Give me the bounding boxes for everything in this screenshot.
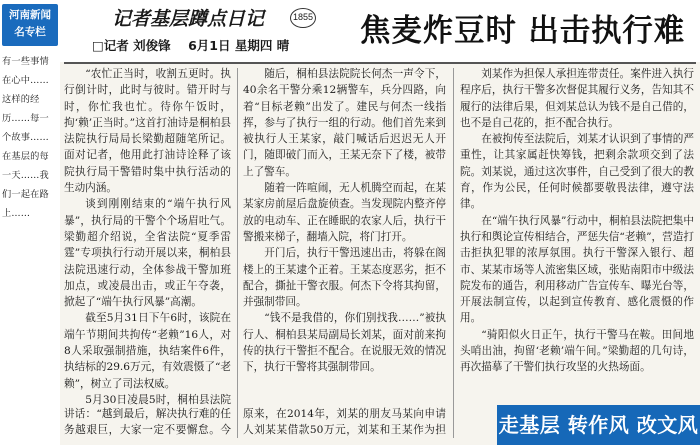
paragraph: 随后，桐柏县法院院长何杰一声令下，40余名干警分乘12辆警车，兵分四路，向着“目标老赖”出发了。建民与何杰一线指挥，参与了执行一组的行动。他们首先来到被执行人王某家，敲门喊话后迟迟无人开门，随即破门而入，王某无奈下了楼，被带上了警车。 xyxy=(243,68,446,178)
paragraph: “骑阳似火日正午，执行干警马在鞍。田间地头哨出油，拘留‘老赖’端午间。”梁勤超的几句诗，再次描摹了干警们执行攻坚的火热场面。 xyxy=(460,328,694,374)
paragraph: 谈到刚刚结束的“端午执行风暴”，执行局的干警个个场眉吐气。梁勤超介绍说，全省法院“夏季雷霆”专项执行行动开展以来，桐柏县法院迅速行动，全体参战干警加班加点，或凌晨出击，或正午夺袭，掀起了“端午执行风暴”高潮。 xyxy=(64,198,231,309)
paragraph: 在被拘传至法院后，刘某才认识到了事情的严重性，让其家属赶快筹钱，把剩余款项交到了法院。刘某说，通过这次事件，自己受到了很大的教育，作为公民，任何时候都要敬畏法律，遵守法律。 xyxy=(460,133,694,211)
column-rule-2 xyxy=(453,68,454,438)
sidebar xyxy=(0,0,60,445)
paragraph: 5月30日凌晨5时，桐柏县法院 xyxy=(85,393,231,406)
column-rule-1 xyxy=(237,68,238,438)
article-header xyxy=(60,0,700,62)
paragraph: 刘某作为担保人承担连带责任。案件进入执行程序后，执行干警多次督促其履行义务，告知其不履行的法律后果，但刘某总认为钱不是自己借的，也不是自己花的，拒不配合执行。 xyxy=(460,68,694,129)
paragraph: “农忙正当时，收割五更时。执行倒计时，此时与彼时。错开时与时，你忙我也忙。待你午饭时，拘‘赖’正当时。”这首打油诗是桐柏县法院执行局局长梁勤超随笔所记。面对记者，他用此打油诗诠释了该院执行局干警错时集中执行活动的生动内涵。 xyxy=(64,68,231,195)
column-logo xyxy=(2,4,58,46)
logo-line1: 河南新闻 xyxy=(9,9,51,21)
article-column-2 xyxy=(243,66,446,406)
paragraph: 在“端午执行风暴”行动中，桐柏县法院把集中执行和舆论宣传相结合，严惩失信“老赖”，营造打击拒执犯罪的浓厚氛围。执行干警深入银行、超市、某某市场等人流密集区域，张贴南阳市中级法院发布的通告，利用移动广告宣传车、曝光台等，开展法制宣传，以起到宣传教育、感化震慑的作用。 xyxy=(460,214,694,325)
article-column-2-bottom: 原来，在2014年，刘某的朋友马某向申请人刘某某借款50万元，刘某和王某作为担 xyxy=(243,408,446,437)
footer-slogan-banner: 走基层 转作风 改文风 xyxy=(497,405,700,445)
date-weather: 6月1日 星期四 晴 xyxy=(188,38,290,53)
article-column-3 xyxy=(460,66,694,406)
sidebar-text: 有一些事情在心中……这样的经历……每一个故事……在基层的每一天……我们一起在路上…… xyxy=(2,56,49,219)
byline xyxy=(92,36,289,54)
paragraph: 开门后，执行干警迅速出击，将躲在阁楼上的王某逮个正着。王某态度恶劣，拒不配合，撕扯干警衣服。何杰下令将其拘留，并强制带回。 xyxy=(243,247,446,309)
column-title: 记者基层蹲点日记 xyxy=(112,8,265,30)
paragraph: 随着一阵喧闹，无人机腾空而起，在某某家房前屋后盘旋侦查。当发现院内整齐停放的电动车、正在睡眠的农家人后，执行干警搬来梯子，翻墙入院，将门打开。 xyxy=(243,182,446,243)
article-column-1-bottom: 讲话：“越到最后，解决执行难的任务越艰巨，大家一定不要懈怠。今 xyxy=(64,408,231,437)
headline: 焦麦炸豆时 出击执行难 xyxy=(360,13,686,49)
issue-number-badge: 1855 xyxy=(290,8,316,28)
reporter: □记者 刘俊锋 xyxy=(92,38,171,53)
paragraph: “钱不是我借的，你们别找我……”被执行人、桐柏县某局副局长刘某，面对前来拘传的执行干警拒不配合。在说服无效的情况下，执行干警将其强制带回。 xyxy=(243,312,446,374)
header-divider xyxy=(64,62,696,64)
logo-line2: 名专栏 xyxy=(14,26,46,38)
article-column-1 xyxy=(64,66,231,406)
paragraph: 截至5月31日下午6时，该院在端午节期间共拘传“老赖”16人，对8人采取强制措施，执结案件6件，执结标的29.6万元，有效震慑了“老赖”，树立了司法权威。 xyxy=(64,312,231,390)
